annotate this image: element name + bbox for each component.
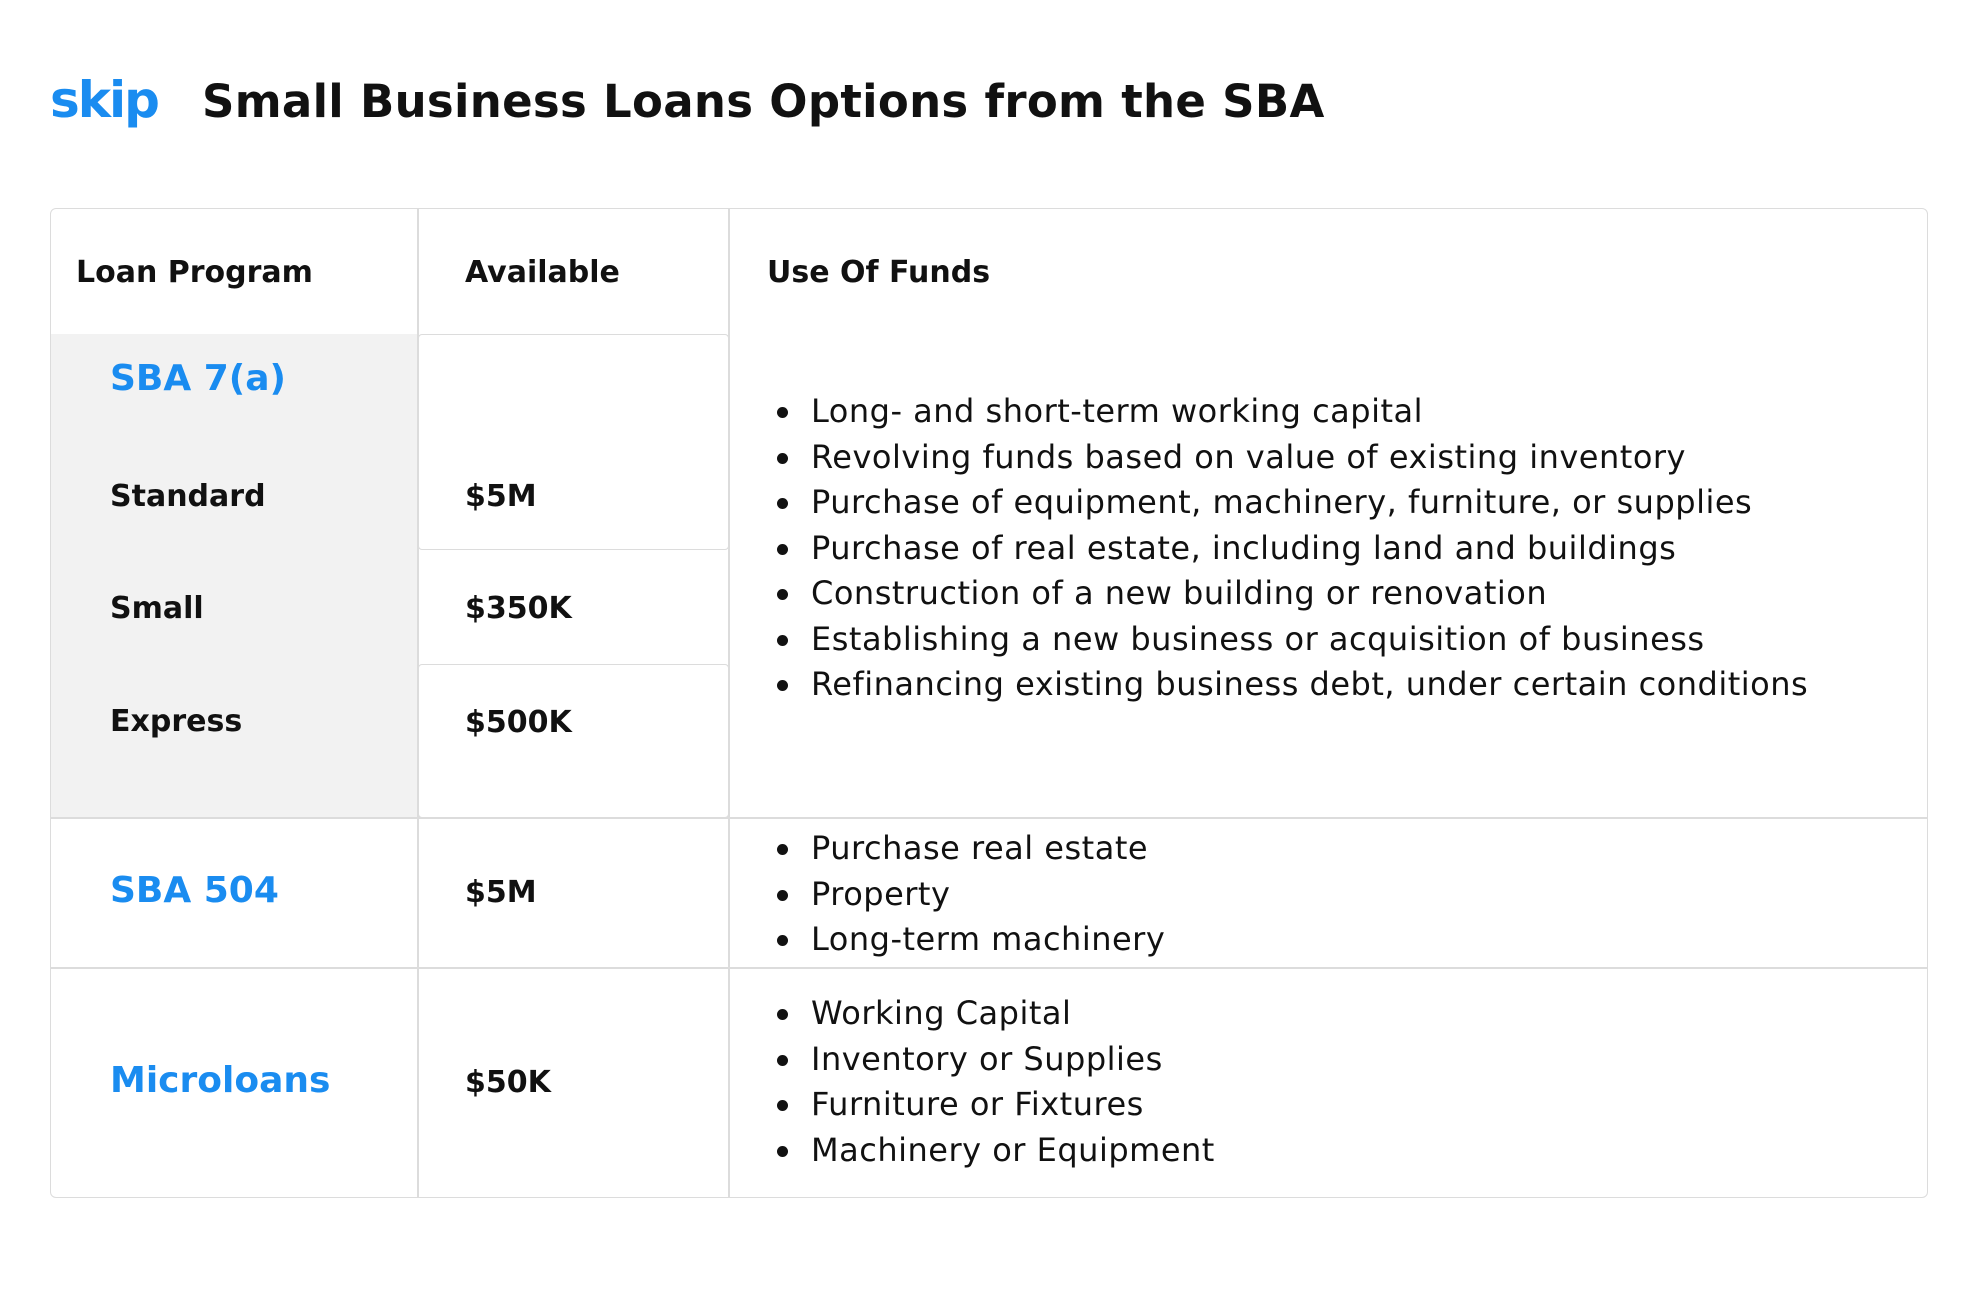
list-item: Revolving funds based on value of existing inventory (767, 435, 1808, 481)
list-item: Establishing a new business or acquisition of business (767, 617, 1808, 663)
page-title: Small Business Loans Options from the SBA (202, 75, 1325, 128)
subtype-small: Small (110, 591, 204, 626)
amount-express: $500K (465, 705, 572, 740)
program-sba504: SBA 504 (110, 870, 279, 911)
list-item: Property (767, 872, 1165, 918)
header-loan-program: Loan Program (76, 255, 313, 290)
list-item: Construction of a new building or renovation (767, 571, 1808, 617)
sba504-uses-list (767, 826, 1165, 963)
list-item: Machinery or Equipment (767, 1128, 1215, 1174)
microloans-uses-list (767, 991, 1215, 1173)
program-sba7a: SBA 7(a) (110, 358, 287, 399)
list-item: Furniture or Fixtures (767, 1082, 1215, 1128)
sba7a-uses-list (767, 389, 1808, 708)
sba7a-program-cell (51, 334, 418, 818)
header-use-of-funds: Use Of Funds (767, 255, 991, 290)
list-item: Working Capital (767, 991, 1215, 1037)
list-item: Inventory or Supplies (767, 1037, 1215, 1083)
list-item: Purchase of real estate, including land and buildings (767, 526, 1808, 572)
subtype-express: Express (110, 704, 243, 739)
program-microloans: Microloans (110, 1060, 331, 1101)
amount-standard: $5M (465, 479, 537, 514)
list-item: Purchase real estate (767, 826, 1165, 872)
list-item: Long- and short-term working capital (767, 389, 1808, 435)
amount-microloans: $50K (465, 1065, 551, 1100)
amount-small: $350K (465, 591, 572, 626)
amount-sba504: $5M (465, 875, 537, 910)
list-item: Purchase of equipment, machinery, furniture, or supplies (767, 480, 1808, 526)
list-item: Long-term machinery (767, 917, 1165, 963)
loan-table (50, 208, 1928, 1198)
list-item: Refinancing existing business debt, under certain conditions (767, 662, 1808, 708)
skip-logo: skip (50, 71, 158, 129)
subtype-standard: Standard (110, 479, 266, 514)
header-available: Available (465, 255, 620, 290)
